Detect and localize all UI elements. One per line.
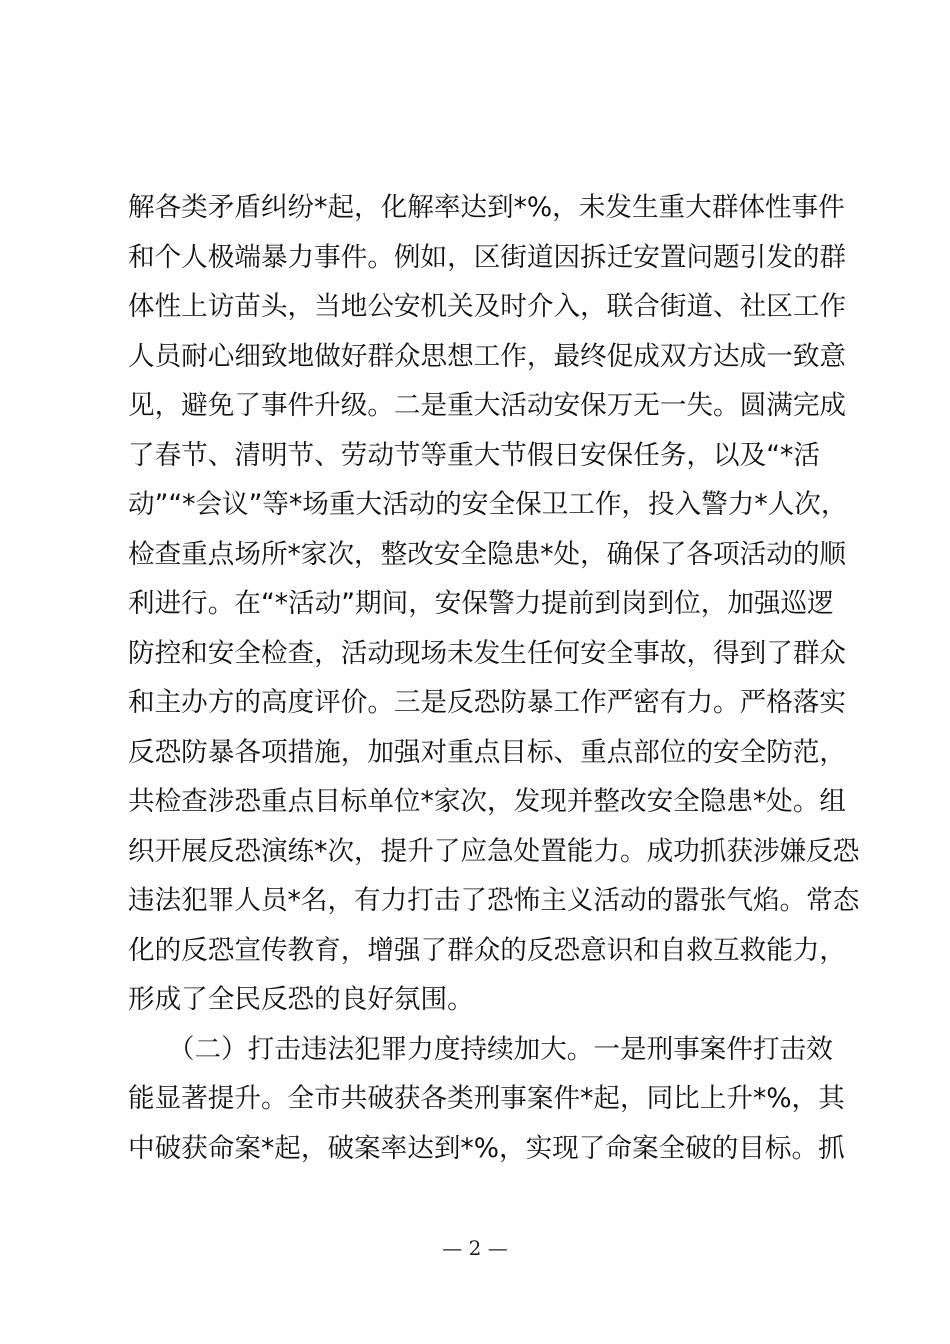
text-line: 和主办方的高度评价。三是反恐防暴工作严密有力。严格落实 [128, 687, 847, 718]
text-line: 形成了全民反恐的良好氛围。 [128, 984, 474, 1015]
text-line: 体性上访苗头，当地公安机关及时介入，联合街道、社区工作 [128, 291, 847, 322]
text-line: 中破获命案*起，破案率达到*%，实现了命案全破的目标。抓 [128, 1132, 845, 1164]
text-line: 解各类矛盾纠纷*起，化解率达到*%，未发生重大群体性事件 [128, 192, 845, 223]
body-text [128, 183, 868, 1173]
text-line: （二）打击违法犯罪力度持续加大。一是刑事案件打击效 [128, 1033, 833, 1065]
text-line: 检查重点场所*家次，整改安全隐患*处，确保了各项活动的顺 [128, 538, 847, 570]
text-line: 共检查涉恐重点目标单位*家次，发现并整改安全隐患*处。组 [128, 786, 847, 817]
text-line: 利进行。在“*活动”期间，安保警力提前到岗到位，加强巡逻 [128, 588, 834, 619]
text-line: 防控和安全检查，活动现场未发生任何安全事故，得到了群众 [128, 637, 847, 669]
text-line: 了春节、清明节、劳动节等重大节假日安保任务，以及“*活 [128, 439, 820, 471]
text-line: 能显著提升。全市共破获各类刑事案件*起，同比上升*%，其 [128, 1083, 845, 1114]
text-line: 化的反恐宣传教育，增强了群众的反恐意识和自救互救能力， [128, 934, 847, 966]
page-number: — 2 — [442, 1236, 508, 1260]
text-line: 违法犯罪人员*名，有力打击了恐怖主义活动的嚣张气焰。常态 [128, 885, 860, 916]
text-line: 反恐防暴各项措施，加强对重点目标、重点部位的安全防范， [128, 736, 847, 768]
text-line: 织开展反恐演练*次，提升了应急处置能力。成功抓获涉嫌反恐 [128, 835, 860, 867]
text-line: 和个人极端暴力事件。例如，区街道因拆迁安置问题引发的群 [128, 241, 847, 273]
text-line: 见，避免了事件升级。二是重大活动安保万无一失。圆满完成 [128, 390, 847, 421]
text-line: 人员耐心细致地做好群众思想工作，最终促成双方达成一致意 [128, 340, 847, 372]
text-line: 动”“*会议”等*场重大活动的安全保卫工作，投入警力*人次， [128, 489, 848, 520]
